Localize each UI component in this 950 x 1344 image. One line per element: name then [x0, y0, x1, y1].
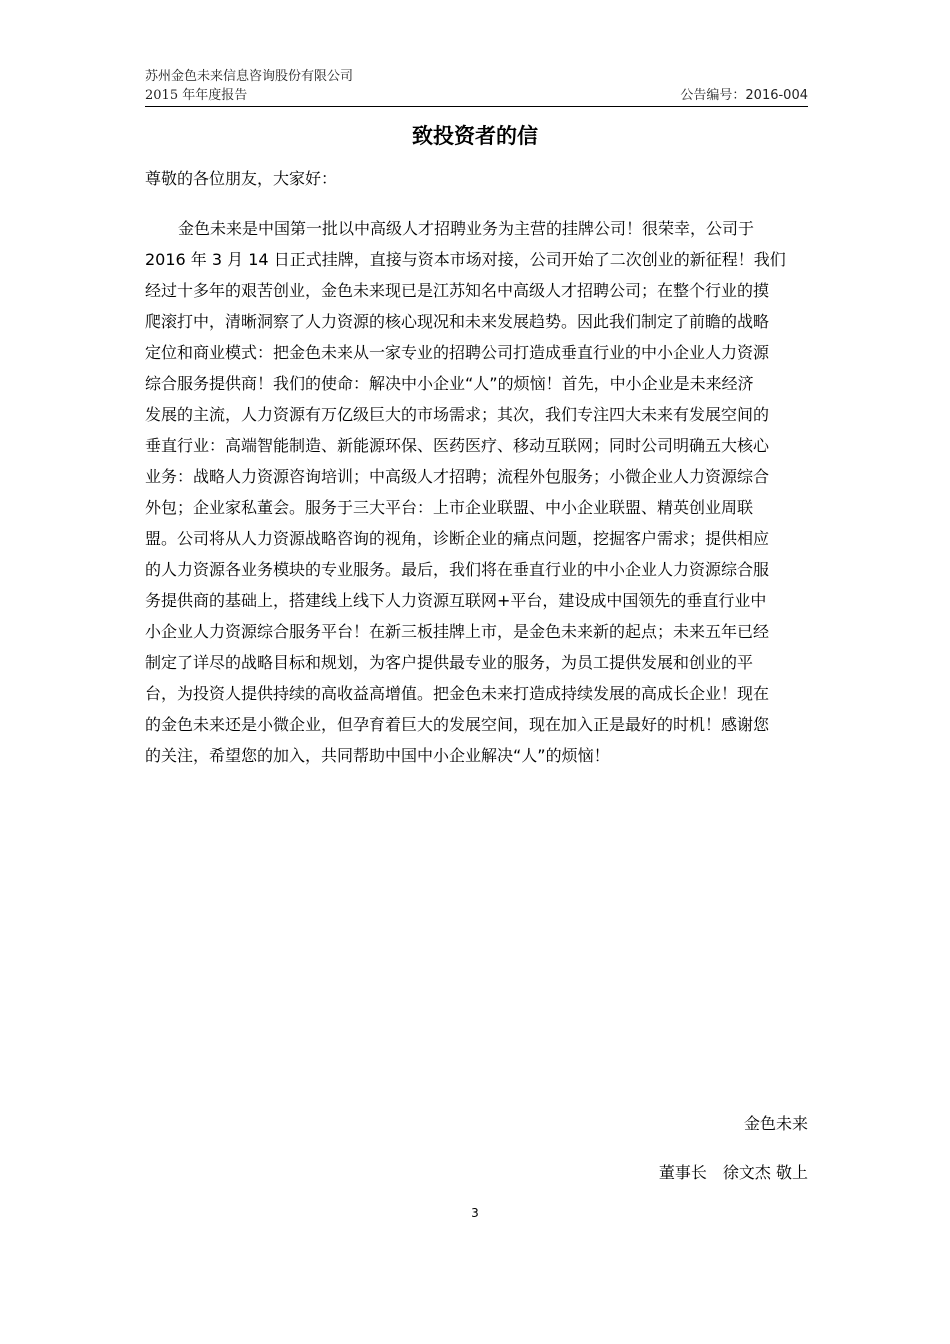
body-line: 的人力资源各业务模块的专业服务。最后，我们将在垂直行业的中小企业人力资源综合服 [145, 560, 770, 579]
body-line: 金色未来是中国第一批以中高级人才招聘业务为主营的挂牌公司！很荣幸，公司于 [178, 219, 755, 238]
body-line: 综合服务提供商！我们的使命：解决中小企业“人”的烦恼！首先，中小企业是未来经济 [145, 374, 754, 393]
header-company-name: 苏州金色未来信息咨询股份有限公司 [145, 69, 354, 84]
body-line: 爬滚打中，清晰洞察了人力资源的核心现况和未来发展趋势。因此我们制定了前瞻的战略 [145, 312, 770, 331]
body-line: 小企业人力资源综合服务平台！在新三板挂牌上市，是金色未来新的起点；未来五年已经 [145, 622, 770, 641]
body-line: 的金色未来还是小微企业，但孕育着巨大的发展空间，现在加入正是最好的时机！感谢您 [145, 715, 770, 734]
header-report-title: 2015 年年度报告 [145, 88, 248, 103]
signature-company: 金色未来 [743, 1114, 808, 1133]
page-number: 3 [471, 1206, 479, 1220]
body-line: 台，为投资人提供持续的高收益高增值。把金色未来打造成持续发展的高成长企业！现在 [145, 684, 770, 703]
body-line: 经过十多年的艰苦创业，金色未来现已是江苏知名中高级人才招聘公司；在整个行业的摸 [145, 281, 770, 300]
body-line: 盟。公司将从人力资源战略咨询的视角，诊断企业的痛点问题，挖掘客户需求；提供相应 [145, 529, 770, 548]
body-line: 业务：战略人力资源咨询培训；中高级人才招聘；流程外包服务；小微企业人力资源综合 [145, 467, 770, 486]
body-line: 务提供商的基础上，搭建线上线下人力资源互联网+平台，建设成中国领先的垂直行业中 [145, 591, 767, 610]
body-line: 发展的主流，人力资源有万亿级巨大的市场需求；其次，我们专注四大未来有发展空间的 [145, 405, 770, 424]
body-line: 外包；企业家私董会。服务于三大平台：上市企业联盟、中小企业联盟、精英创业周联 [145, 498, 754, 517]
body-line: 垂直行业：高端智能制造、新能源环保、医药医疗、移动互联网；同时公司明确五大核心 [145, 436, 770, 455]
header-announcement-number: 公告编号：2016-004 [680, 88, 808, 103]
letter-body [145, 213, 808, 771]
body-line: 2016 年 3 月 14 日正式挂牌，直接与资本市场对接，公司开始了二次创业的新征程！我们 [145, 250, 786, 269]
greeting: 尊敬的各位朋友，大家好： [145, 169, 338, 188]
page-title: 致投资者的信 [412, 124, 538, 148]
body-line: 定位和商业模式：把金色未来从一家专业的招聘公司打造成垂直行业的中小企业人力资源 [145, 343, 770, 362]
page-header [145, 68, 808, 107]
body-line: 制定了详尽的战略目标和规划，为客户提供最专业的服务，为员工提供发展和创业的平 [145, 653, 754, 672]
body-line: 的关注，希望您的加入，共同帮助中国中小企业解决“人”的烦恼！ [145, 746, 610, 765]
signature-person: 董事长 徐文杰 敬上 [658, 1163, 808, 1182]
